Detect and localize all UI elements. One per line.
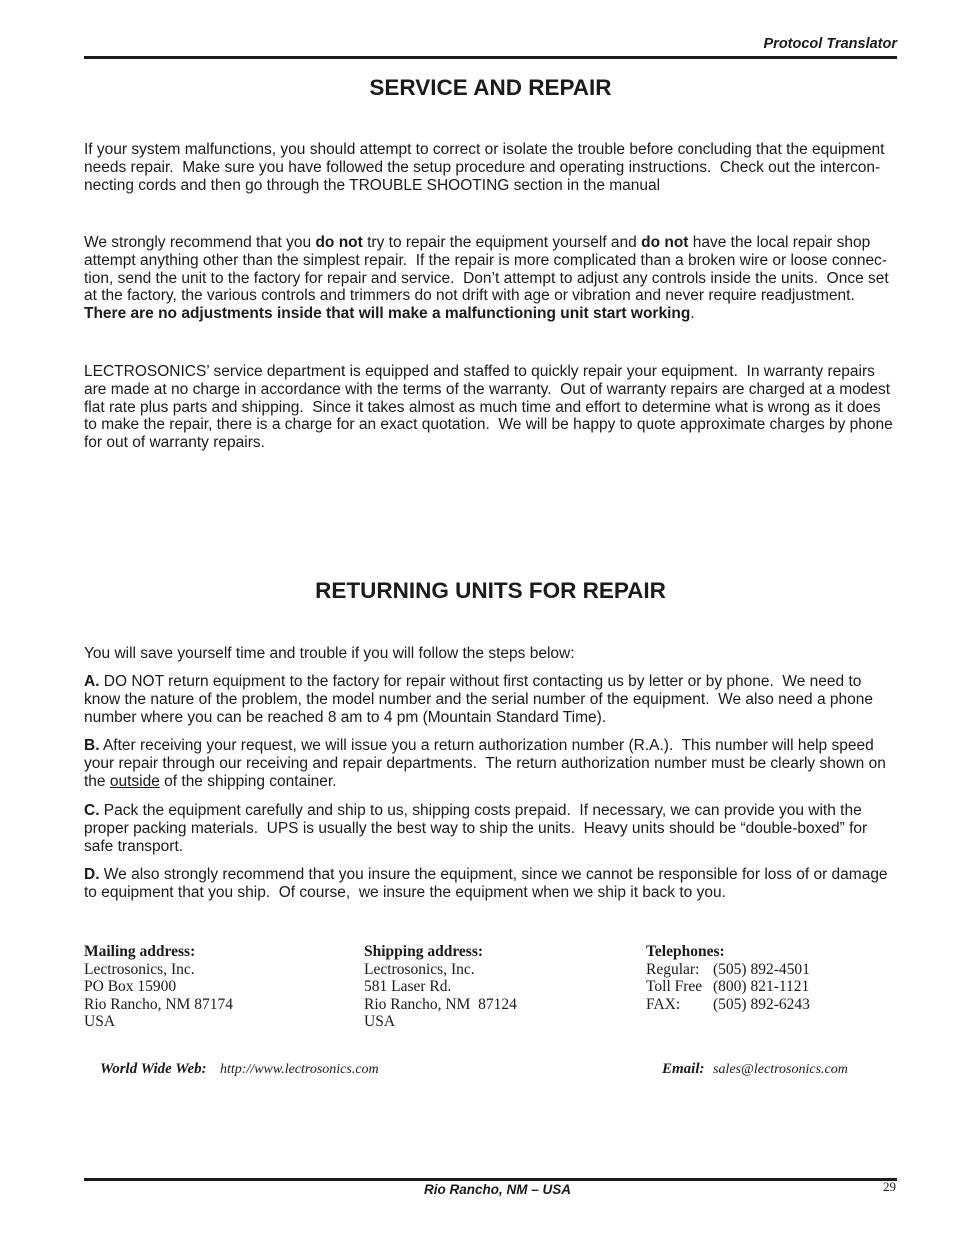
text-run: the <box>84 772 110 790</box>
header-rule <box>84 56 897 59</box>
underlined-outside: outside <box>109 772 160 790</box>
mailing-address <box>84 943 233 1031</box>
text-line <box>84 673 873 691</box>
website-url: http://www.lectrosonics.com <box>220 1062 379 1077</box>
text-line: proper packing materials. UPS is usually the best way to ship the units. Heavy units should be “double-boxed” for <box>84 819 868 837</box>
web-label: World Wide Web: <box>100 1061 207 1077</box>
footer-rule <box>84 1178 897 1181</box>
text-line: are made at no charge in accordance with the terms of the warranty. Out of warranty repairs are charged at a modest <box>84 380 891 398</box>
telephone-label: Toll Free <box>646 978 703 995</box>
text-line: tion, send the unit to the factory for repair and service. Don’t attempt to adjust any controls inside the units. Once set <box>84 269 889 287</box>
service-heading: SERVICE AND REPAIR <box>369 75 612 100</box>
telephone-label: FAX: <box>646 995 681 1013</box>
mailing-address-heading: Mailing address: <box>84 943 196 960</box>
telephone-entry <box>646 996 810 1014</box>
address-line: Rio Rancho, NM 87174 <box>84 995 233 1013</box>
text-line: for out of warranty repairs. <box>84 434 265 451</box>
text-line: If your system malfunctions, you should attempt to correct or isolate the trouble before concluding that the equipment <box>84 141 885 158</box>
text-line <box>84 866 888 884</box>
text-run: . <box>690 305 695 322</box>
telephone-entry <box>646 961 810 979</box>
text-line <box>84 802 867 820</box>
telephone-entry <box>646 978 810 996</box>
shipping-address-heading: Shipping address: <box>364 943 484 960</box>
text-line: to equipment that you ship. Of course, we insure the equipment when we ship it back to you. <box>84 883 726 901</box>
address-line: PO Box 15900 <box>84 978 177 995</box>
telephone-number: (505) 892-4501 <box>713 960 810 978</box>
telephone-number: (505) 892-6243 <box>713 995 810 1013</box>
text-run: After receiving your request, we will issue you a return authorization number (R.A.). This number will help speed <box>99 737 874 754</box>
emphasis-do-not: do not <box>641 234 689 251</box>
text-run: of the shipping container. <box>159 772 337 790</box>
text-line: know the nature of the problem, the model number and the serial number of the equipment. We also need a phone <box>84 690 873 708</box>
step-label: B. <box>84 737 100 754</box>
no-adjustments-warning: There are no adjustments inside that will make a malfunctioning unit start working <box>84 305 691 322</box>
text-line: flat rate plus parts and shipping. Since it takes almost as much time and effort to determine what is wrong as it does <box>84 398 881 416</box>
service-paragraph-1 <box>84 141 884 194</box>
address-line: USA <box>364 1013 396 1030</box>
step-label: D. <box>84 866 100 883</box>
text-run: Pack the equipment carefully and ship to us, shipping costs prepaid. If necessary, we can provide you with the <box>99 802 862 819</box>
step-a <box>84 673 873 726</box>
shipping-address <box>364 943 517 1031</box>
text-line <box>84 234 889 252</box>
text-line: to make the repair, there is a charge for an exact quotation. We will be happy to quote approximate charges by phone <box>84 416 893 434</box>
address-line: 581 Laser Rd. <box>364 978 452 995</box>
telephone-label: Regular: <box>646 960 700 978</box>
text-line: needs repair. Make sure you have followed the setup procedure and operating instructions. Check out the intercon- <box>84 158 881 176</box>
emphasis-do-not: do not <box>315 234 363 251</box>
step-c <box>84 802 867 855</box>
footer-location: Rio Rancho, NM – USA <box>424 1182 572 1197</box>
text-line: at the factory, the various controls and trimmers do not drift with age or vibration and never require readjustment. <box>84 287 855 305</box>
address-line: Lectrosonics, Inc. <box>364 960 475 978</box>
text-run: We strongly recommend that you <box>84 234 316 251</box>
step-d <box>84 866 888 902</box>
text-line: necting cords and then go through the TROUBLE SHOOTING section in the manual <box>84 176 661 194</box>
text-line: number where you can be reached 8 am to 4 pm (Mountain Standard Time). <box>84 708 607 726</box>
step-b <box>84 737 886 790</box>
step-label: A. <box>84 673 100 690</box>
text-line: safe transport. <box>84 837 184 855</box>
step-label: C. <box>84 802 100 819</box>
address-line: Rio Rancho, NM 87124 <box>364 995 517 1013</box>
text-line <box>84 305 889 323</box>
text-run: have the local repair shop <box>688 234 871 251</box>
email-address: sales@lectrosonics.com <box>713 1062 848 1077</box>
text-line: You will save yourself time and trouble if you will follow the steps below: <box>84 645 575 662</box>
text-run: try to repair the equipment yourself and <box>362 234 642 251</box>
service-paragraph-3 <box>84 363 893 452</box>
text-line: attempt anything other than the simplest repair. If the repair is more complicated than a broken wire or loose connec- <box>84 251 887 269</box>
address-line: USA <box>84 1013 116 1030</box>
service-paragraph-2 <box>84 234 889 323</box>
telephones <box>646 943 810 1013</box>
text-run: DO NOT return equipment to the factory for repair without first contacting us by letter or by phone. We need to <box>99 673 862 690</box>
email-label: Email: <box>662 1061 705 1077</box>
telephones-heading: Telephones: <box>646 943 725 960</box>
telephone-number: (800) 821-1121 <box>713 978 810 995</box>
text-line: your repair through our receiving and repair departments. The return authorization number must be clearly shown on <box>84 754 886 772</box>
page-number: 29 <box>883 1179 896 1194</box>
returning-intro <box>84 645 575 663</box>
running-title: Protocol Translator <box>763 36 897 52</box>
text-line <box>84 737 886 755</box>
text-line: LECTROSONICS’ service department is equipped and staffed to quickly repair your equipment. In warranty repairs <box>84 363 875 380</box>
address-line: Lectrosonics, Inc. <box>84 960 195 978</box>
text-line <box>84 773 886 791</box>
returning-units-heading: RETURNING UNITS FOR REPAIR <box>315 578 666 603</box>
text-run: We also strongly recommend that you insure the equipment, since we cannot be responsible for loss of or damage <box>99 866 888 883</box>
